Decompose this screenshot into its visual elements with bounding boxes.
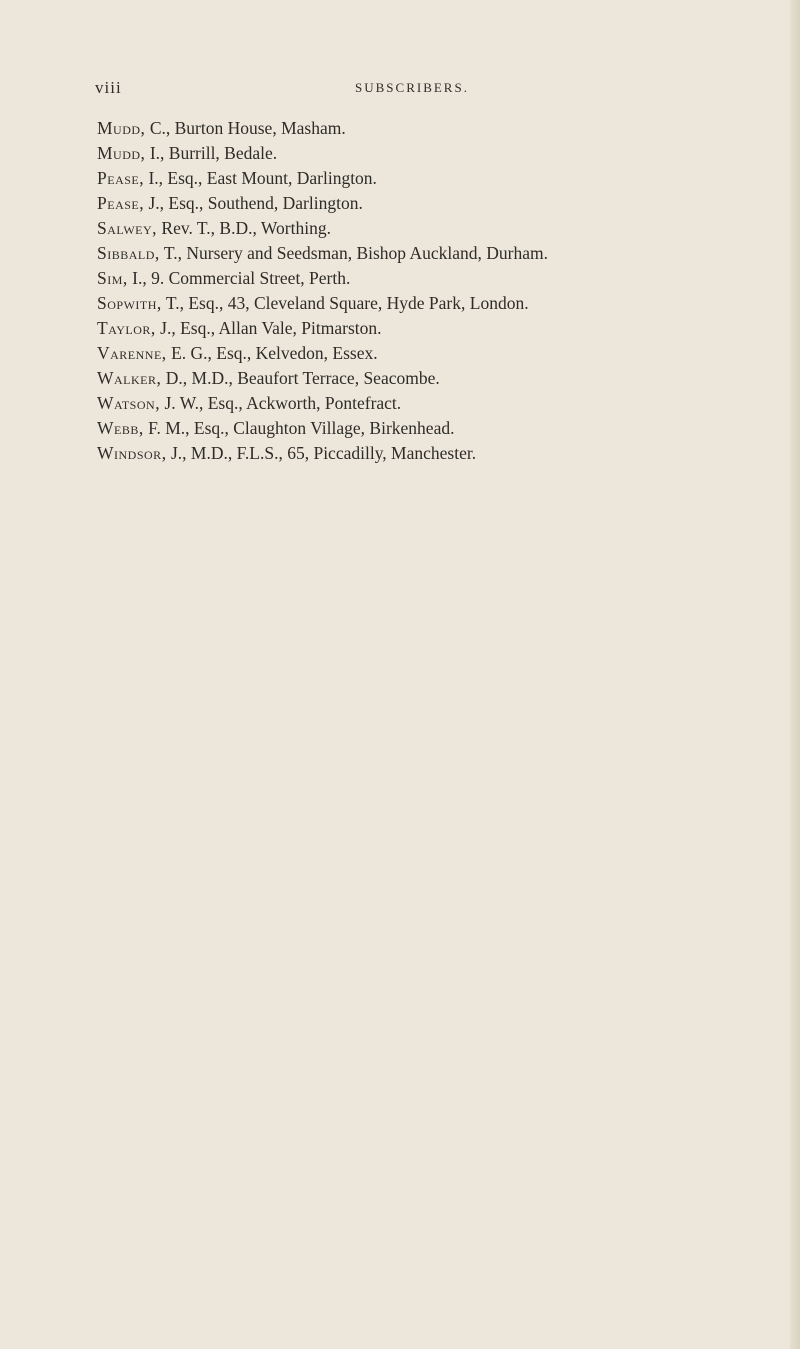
subscriber-entry bbox=[97, 366, 787, 391]
subscriber-surname: Mudd, bbox=[97, 143, 146, 163]
subscriber-details: J., M.D., F.L.S., 65, Piccadilly, Manchester. bbox=[166, 443, 477, 463]
subscriber-surname: Walker, bbox=[97, 368, 162, 388]
subscriber-details: I., Esq., East Mount, Darlington. bbox=[144, 168, 377, 188]
page-edge bbox=[790, 0, 800, 1349]
subscriber-details: F. M., Esq., Claughton Village, Birkenhead. bbox=[143, 418, 455, 438]
subscriber-surname: Sim, bbox=[97, 268, 128, 288]
subscriber-entry bbox=[97, 316, 787, 341]
subscriber-details: D., M.D., Beaufort Terrace, Seacombe. bbox=[161, 368, 440, 388]
subscriber-entry bbox=[97, 116, 787, 141]
subscriber-surname: Webb, bbox=[97, 418, 144, 438]
subscriber-surname: Pease, bbox=[97, 193, 145, 213]
subscriber-details: I., Burrill, Bedale. bbox=[145, 143, 278, 163]
subscriber-entry bbox=[97, 191, 787, 216]
subscriber-surname: Varenne, bbox=[97, 343, 167, 363]
subscriber-details: I., 9. Commercial Street, Perth. bbox=[127, 268, 351, 288]
subscriber-entry bbox=[97, 391, 787, 416]
subscriber-surname: Watson, bbox=[97, 393, 161, 413]
subscriber-surname: Sopwith, bbox=[97, 293, 162, 313]
subscriber-details: Rev. T., B.D., Worthing. bbox=[157, 218, 331, 238]
subscriber-entry bbox=[97, 266, 787, 291]
subscriber-details: J., Esq., Allan Vale, Pitmarston. bbox=[155, 318, 382, 338]
subscriber-surname: Mudd, bbox=[97, 118, 146, 138]
subscriber-details: T., Esq., 43, Cleveland Square, Hyde Park, London. bbox=[161, 293, 529, 313]
page-number: viii bbox=[95, 78, 122, 97]
subscriber-entry bbox=[97, 291, 787, 316]
subscriber-details: J. W., Esq., Ackworth, Pontefract. bbox=[160, 393, 402, 413]
subscriber-entry bbox=[97, 441, 787, 466]
page-header bbox=[95, 78, 715, 102]
subscriber-details: J., Esq., Southend, Darlington. bbox=[144, 193, 363, 213]
subscriber-entry bbox=[97, 141, 787, 166]
subscriber-entry bbox=[97, 216, 787, 241]
subscriber-entry bbox=[97, 416, 787, 441]
subscriber-surname: Salwey, bbox=[97, 218, 158, 238]
subscriber-surname: Taylor, bbox=[97, 318, 156, 338]
subscriber-surname: Windsor, bbox=[97, 443, 167, 463]
subscriber-details: T., Nursery and Seedsman, Bishop Auckland, Durham. bbox=[159, 243, 548, 263]
subscriber-entry bbox=[97, 241, 787, 266]
running-head: SUBSCRIBERS. bbox=[355, 80, 469, 95]
subscriber-entry bbox=[97, 341, 787, 366]
subscriber-details: C., Burton House, Masham. bbox=[145, 118, 346, 138]
subscriber-surname: Pease, bbox=[97, 168, 145, 188]
subscriber-entry bbox=[97, 166, 787, 191]
subscriber-details: E. G., Esq., Kelvedon, Essex. bbox=[166, 343, 378, 363]
subscriber-list bbox=[97, 116, 787, 466]
subscriber-surname: Sibbald, bbox=[97, 243, 160, 263]
